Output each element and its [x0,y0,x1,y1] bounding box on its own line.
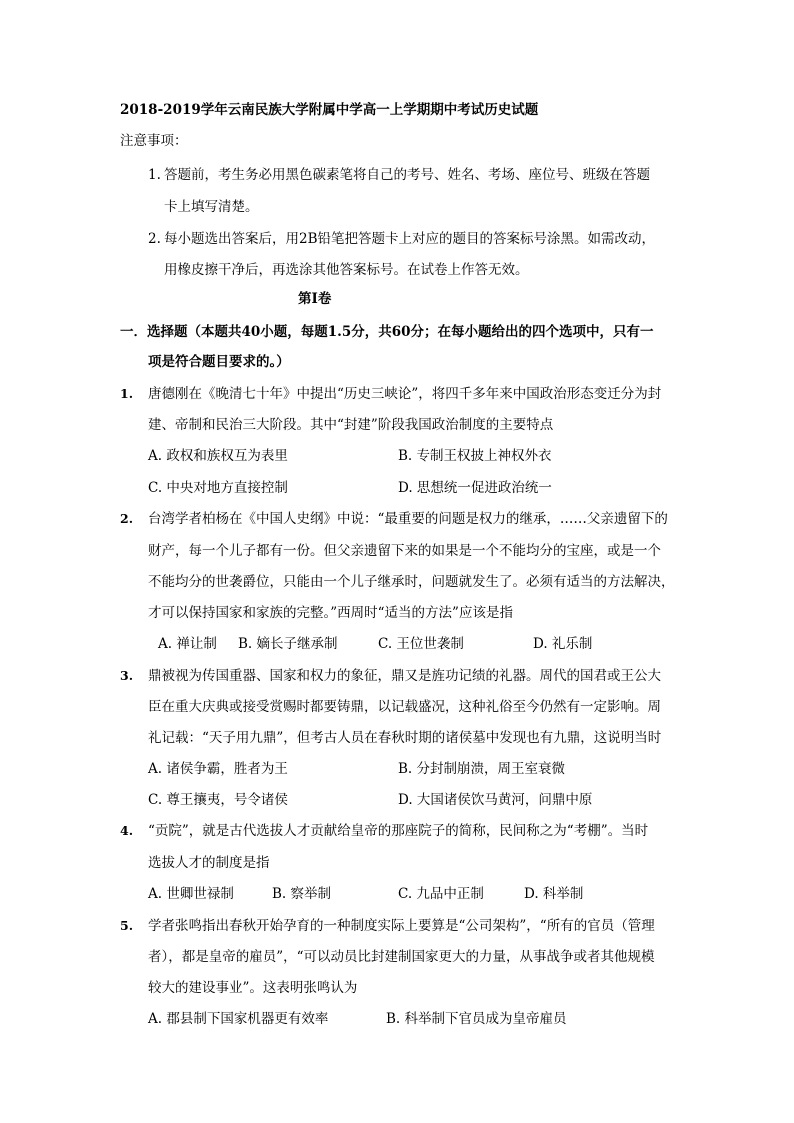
question-4-stem-line-1: “贡院”，就是古代选拔人才贡献给皇帝的那座院子的简称，民间称之为“考棚”。当时 [148,823,649,839]
question-1-stem-line-1: 唐德刚在《晚清七十年》中提出“历史三峡论”，将四千多年来中国政治形态变迁分为封 [148,386,662,402]
notice-item-1-line-1: 答题前，考生务必用黑色碳素笔将自己的考号、姓名、考场、座位号、班级在答题 [164,167,650,183]
question-2-option-b: B. 嫡长子继承制 [238,636,338,652]
part-heading-line-2: 项是符合题目要求的。） [148,354,290,370]
question-1-option-a: A. 政权和族权互为表里 [148,448,288,464]
question-3-option-a: A. 诸侯争霸，胜者为王 [148,761,288,777]
question-3-option-d: D. 大国诸侯饮马黄河，问鼎中原 [398,792,593,808]
question-5-option-b: B. 科举制下官员成为皇帝雇员 [386,1011,567,1027]
notice-item-2-line-1: 每小题选出答案后，用2B铅笔把答题卡上对应的题目的答案标号涂黑。如需改动， [164,231,656,247]
question-3-number: 3. [120,668,134,683]
question-2-option-a: A. 禅让制 [158,636,217,652]
question-1-stem-line-2: 建、帝制和民治三大阶段。其中“封建”阶段我国政治制度的主要特点 [148,417,554,433]
section-title: 第Ⅰ卷 [298,291,332,307]
question-3-stem-line-1: 鼎被视为传国重器、国家和权力的象征，鼎又是旌功记绩的礼器。周代的国君或王公大 [148,668,661,684]
notice-item-2-number: 2. [148,231,161,247]
notice-heading: 注意事项： [120,133,188,149]
question-4-option-a: A. 世卿世禄制 [148,886,234,902]
question-3-option-c: C. 尊王攘夷，号令诸侯 [148,792,288,808]
question-2-stem-line-2: 财产，每一个儿子都有一份。但父亲遗留下来的如果是一个不能均分的宝座，或是一个 [148,543,661,559]
question-1-option-c: C. 中央对地方直接控制 [148,480,288,496]
question-2-number: 2. [120,511,134,526]
question-4-number: 4. [120,823,134,838]
part-heading-line-1: 一．选择题（本题共40小题，每题1.5分，共60分；在每小题给出的四个选项中，只有一 [120,324,654,340]
question-2-stem-line-3: 不能均分的世袭爵位，只能由一个儿子继承时，问题就发生了。必须有适当的方法解决， [148,574,675,590]
question-2-stem-line-4: 才可以保持国家和家族的完整。”西周时“适当的方法”应该是指 [148,605,513,621]
question-5-stem-line-3: 较大的建设事业”。这表明张鸣认为 [148,980,358,996]
question-3-option-b: B. 分封制崩溃，周王室衰微 [398,761,566,777]
question-2-option-c: C. 王位世袭制 [378,636,464,652]
question-4-option-d: D. 科举制 [524,886,584,902]
question-5-stem-line-1: 学者张鸣指出春秋开始孕育的一种制度实际上要算是“公司架构”，“所有的官员（管理 [148,918,655,934]
question-4-stem-line-2: 选拔人才的制度是指 [148,855,270,871]
notice-item-1-line-2: 卡上填写清楚。 [164,199,259,215]
question-1-option-d: D. 思想统一促进政治统一 [398,480,552,496]
question-2-option-d: D. 礼乐制 [533,636,593,652]
question-3-stem-line-3: 礼记载：“天子用九鼎”，但考古人员在春秋时期的诸侯墓中发现也有九鼎，这说明当时 [148,730,662,746]
question-5-option-a: A. 郡县制下国家机器更有效率 [148,1011,329,1027]
notice-item-1-number: 1. [148,167,161,183]
question-4-option-c: C. 九品中正制 [398,886,484,902]
question-4-option-b: B. 察举制 [272,886,332,902]
notice-item-2-line-2: 用橡皮擦干净后，再选涂其他答案标号。在试卷上作答无效。 [164,262,529,278]
question-5-number: 5. [120,918,134,933]
question-2-stem-line-1: 台湾学者柏杨在《中国人史纲》中说：“最重要的问题是权力的继承，……父亲遗留下的 [148,511,668,527]
exam-title: 2018-2019学年云南民族大学附属中学高一上学期期中考试历史试题 [120,102,539,118]
question-1-option-b: B. 专制王权披上神权外衣 [398,448,552,464]
question-1-number: 1. [120,386,134,401]
question-3-stem-line-2: 臣在重大庆典或接受赏赐时都要铸鼎，以记载盛况，这种礼俗至今仍然有一定影响。周 [148,699,661,715]
question-5-stem-line-2: 者），都是皇帝的雇员”，“可以动员比封建制国家更大的力量，从事战争或者其他规模 [148,949,655,965]
